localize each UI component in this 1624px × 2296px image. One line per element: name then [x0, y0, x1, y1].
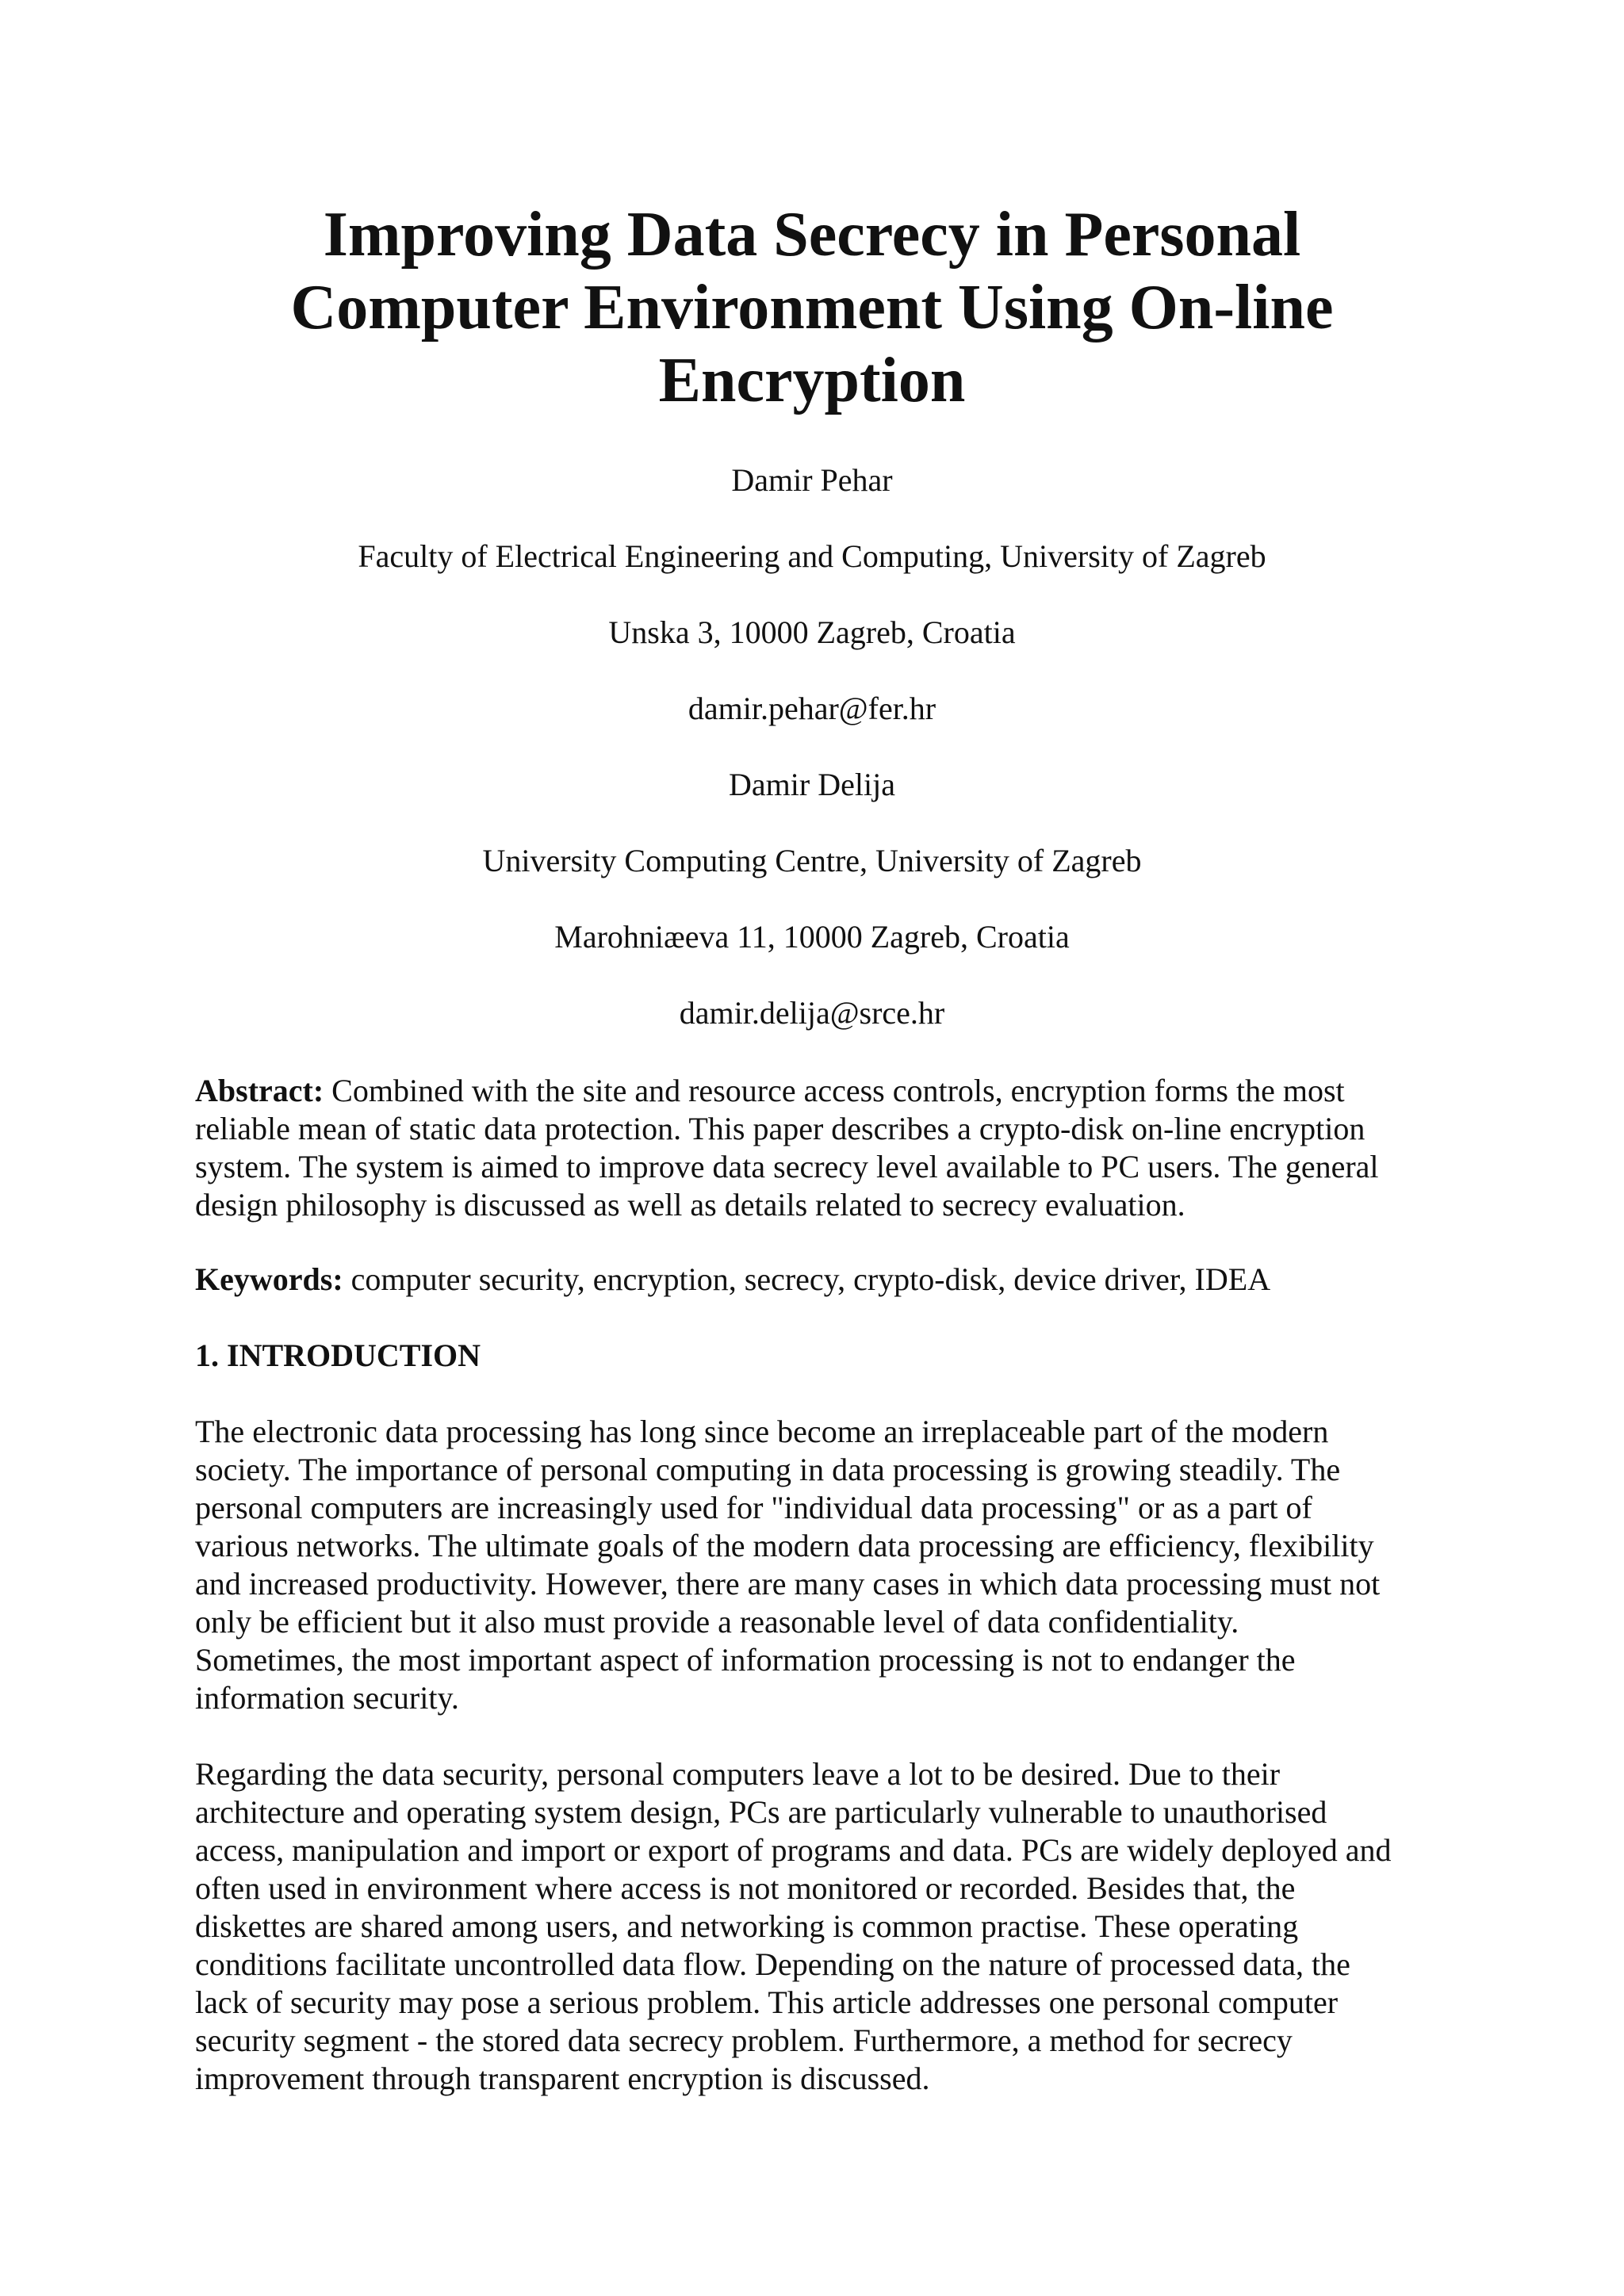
paragraph-line: The electronic data processing has long since become an irreplaceable part of the modern — [195, 1414, 1329, 1449]
title-line: Improving Data Secrecy in Personal — [323, 200, 1301, 270]
keywords — [195, 1261, 1448, 1299]
paragraph-line: only be efficient but it also must provide a reasonable level of data confidentiality. — [195, 1604, 1239, 1640]
paragraph-line: diskettes are shared among users, and networking is common practise. These operating — [195, 1908, 1299, 1944]
paragraph-line: society. The importance of personal computing in data processing is growing steadily. The — [195, 1452, 1341, 1487]
author-email: damir.delija@srce.hr — [679, 995, 945, 1031]
abstract-line — [195, 1072, 1448, 1110]
title-line: Encryption — [658, 346, 966, 415]
paragraph-line: access, manipulation and import or export of programs and data. PCs are widely deployed and — [195, 1832, 1392, 1868]
intro-paragraph-1 — [195, 1413, 1448, 1717]
paper-title — [0, 198, 1624, 417]
paragraph-line: Regarding the data security, personal computers leave a lot to be desired. Due to their — [195, 1756, 1281, 1792]
paragraph-line: Sometimes, the most important aspect of information processing is not to endanger the — [195, 1642, 1296, 1678]
paragraph-line: and increased productivity. However, there are many cases in which data processing must not — [195, 1566, 1381, 1601]
abstract-line: system. The system is aimed to improve data secrecy level available to PC users. The general — [195, 1149, 1379, 1184]
author-address: Marohniæeva 11, 10000 Zagreb, Croatia — [554, 919, 1070, 955]
author-email: damir.pehar@fer.hr — [688, 691, 936, 726]
author-name: Damir Pehar — [731, 462, 893, 498]
paragraph-line: lack of security may pose a serious problem. This article addresses one personal computer — [195, 1984, 1339, 2020]
author-affiliation: University Computing Centre, University of Zagreb — [482, 843, 1142, 878]
keywords-line — [195, 1261, 1448, 1299]
keywords-label: Keywords: — [195, 1261, 343, 1297]
paragraph-line: personal computers are increasingly used for "individual data processing" or as a part of — [195, 1490, 1312, 1525]
abstract-label: Abstract: — [195, 1073, 324, 1108]
paragraph-line: architecture and operating system design, PCs are particularly vulnerable to unauthorised — [195, 1794, 1327, 1830]
author-name: Damir Delija — [729, 767, 895, 802]
paragraph-line: security segment - the stored data secrecy problem. Furthermore, a method for secrecy — [195, 2022, 1293, 2058]
abstract-line: reliable mean of static data protection. This paper describes a crypto-disk on-line encryption — [195, 1111, 1365, 1146]
abstract — [195, 1072, 1448, 1224]
intro-paragraph-2 — [195, 1755, 1448, 2098]
keywords-text: computer security, encryption, secrecy, crypto-disk, device driver, IDEA — [343, 1261, 1271, 1297]
abstract-text: Combined with the site and resource access controls, encryption forms the most — [324, 1073, 1345, 1108]
paragraph-line: information security. — [195, 1680, 459, 1716]
author-affiliation: Faculty of Electrical Engineering and Computing, University of Zagreb — [358, 538, 1266, 574]
abstract-line: design philosophy is discussed as well as details related to secrecy evaluation. — [195, 1187, 1185, 1223]
paragraph-line: various networks. The ultimate goals of the modern data processing are efficiency, flexibility — [195, 1528, 1374, 1563]
paragraph-line: conditions facilitate uncontrolled data flow. Depending on the nature of processed data, the — [195, 1946, 1350, 1982]
section-heading: 1. INTRODUCTION — [195, 1337, 481, 1373]
paragraph-line: often used in environment where access is not monitored or recorded. Besides that, the — [195, 1870, 1296, 1906]
title-line: Computer Environment Using On-line — [290, 273, 1334, 342]
author-address: Unska 3, 10000 Zagreb, Croatia — [608, 614, 1016, 650]
paragraph-line: improvement through transparent encryption is discussed. — [195, 2061, 930, 2096]
